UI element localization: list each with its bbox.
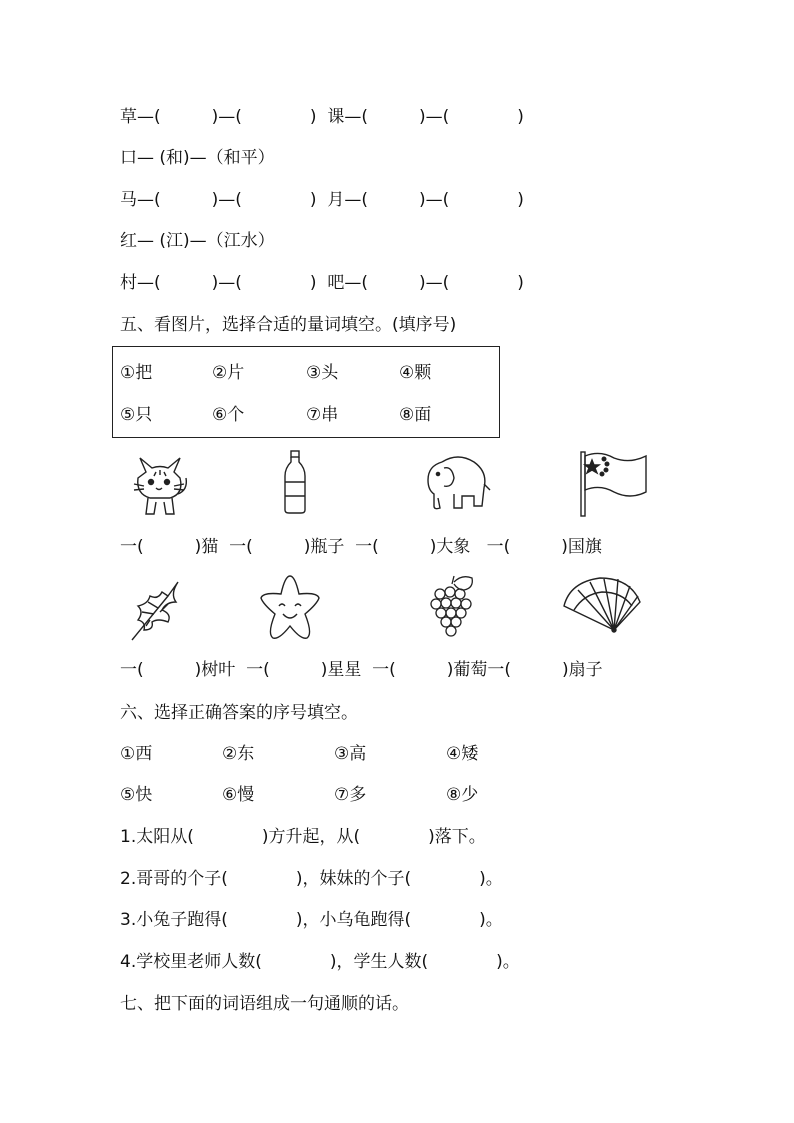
bottle-picture — [283, 450, 307, 514]
answer-option-1: ①西 — [120, 744, 153, 764]
question-3: 3.小兔子跑得( )，小乌龟跑得( )。 — [120, 910, 503, 930]
option-4: ④颗 — [399, 363, 432, 383]
flag-picture — [578, 450, 650, 518]
option-8: ⑧面 — [399, 405, 432, 425]
answer-option-4: ④矮 — [446, 744, 479, 764]
answer-option-3: ③高 — [334, 744, 367, 764]
word-chain-example-2: 红— (江)—（江水） — [120, 231, 275, 251]
option-1: ①把 — [120, 363, 153, 383]
option-6: ⑥个 — [212, 405, 245, 425]
leaf-picture — [128, 580, 182, 642]
question-2: 2.哥哥的个子( )，妹妹的个子( )。 — [120, 869, 503, 889]
answer-option-6: ⑥慢 — [222, 785, 255, 805]
star-picture — [255, 572, 325, 642]
word-chain-line-1: 草—( )—( ) 课—( )—( ) — [120, 107, 524, 127]
answer-option-8: ⑧少 — [446, 785, 479, 805]
word-chain-example-1: 口— (和)—（和平） — [120, 148, 275, 168]
question-4: 4.学校里老师人数( )，学生人数( )。 — [120, 952, 520, 972]
measure-word-row-1: 一( )猫 一( )瓶子 一( )大象 一( )国旗 — [120, 537, 602, 557]
measure-word-row-2: 一( )树叶 一( )星星 一( )葡萄一( )扇子 — [120, 660, 603, 680]
option-5: ⑤只 — [120, 405, 153, 425]
cat-picture — [130, 450, 190, 518]
option-2: ②片 — [212, 363, 245, 383]
option-7: ⑦串 — [306, 405, 339, 425]
word-chain-line-3: 村—( )—( ) 吧—( )—( ) — [120, 273, 524, 293]
section-6-title: 六、选择正确答案的序号填空。 — [120, 703, 358, 723]
section-5-title: 五、看图片，选择合适的量词填空。(填序号) — [120, 315, 457, 335]
word-chain-line-2: 马—( )—( ) 月—( )—( ) — [120, 190, 524, 210]
section-7-title: 七、把下面的词语组成一句通顺的话。 — [120, 994, 409, 1014]
answer-option-7: ⑦多 — [334, 785, 367, 805]
elephant-picture — [422, 454, 492, 512]
answer-option-5: ⑤快 — [120, 785, 153, 805]
option-3: ③头 — [306, 363, 339, 383]
grapes-picture — [428, 572, 478, 638]
fan-picture — [560, 576, 644, 634]
question-1: 1.太阳从( )方升起，从( )落下。 — [120, 827, 486, 847]
answer-option-2: ②东 — [222, 744, 255, 764]
